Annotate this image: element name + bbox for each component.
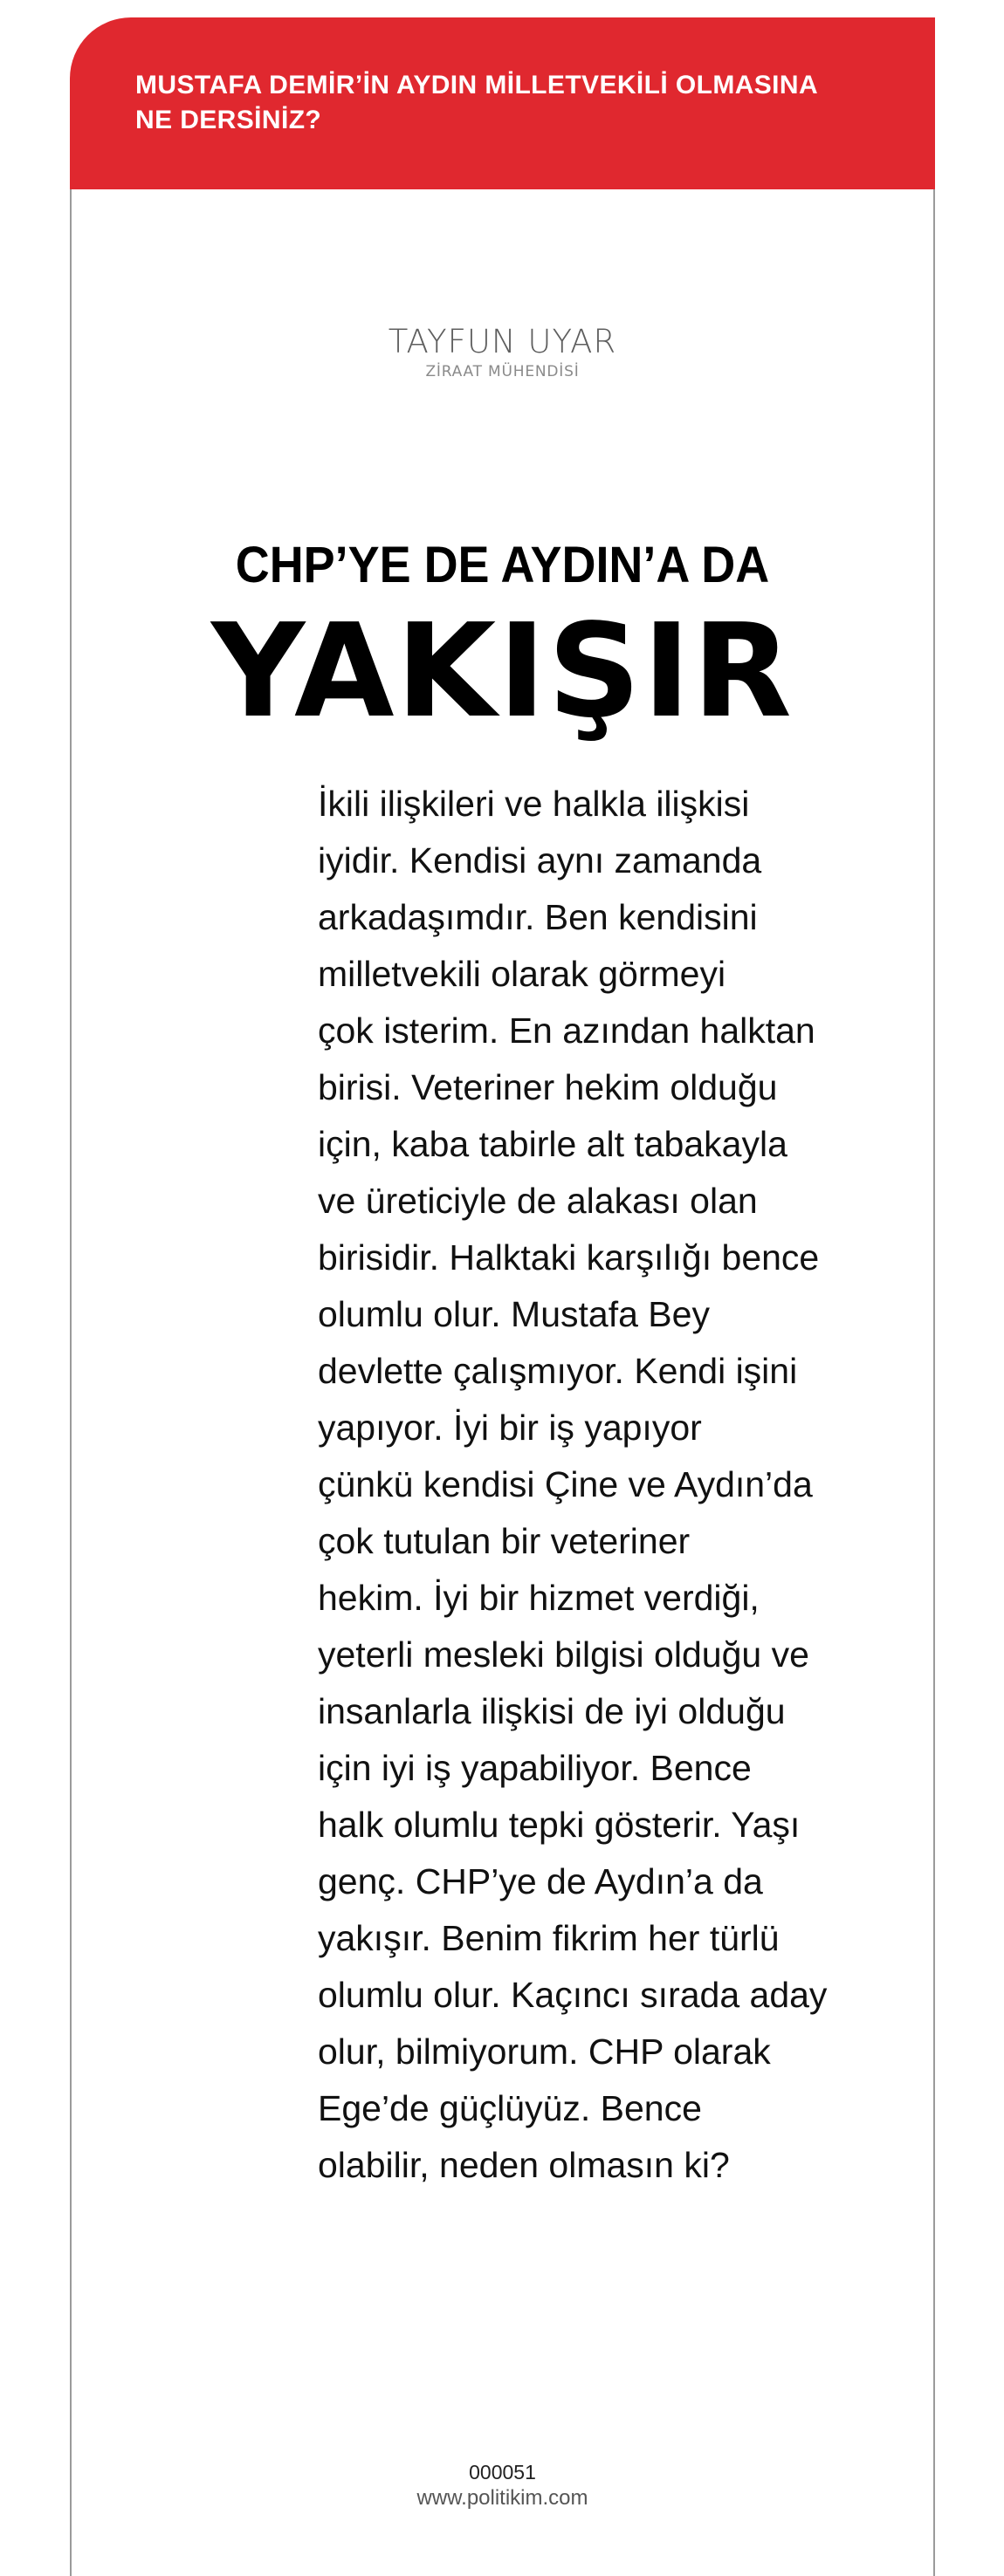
body-line: halk olumlu tepki gösterir. Yaşı	[318, 1805, 801, 1845]
headline	[72, 531, 933, 746]
header-question: MUSTAFA DEMİR’İN AYDIN MİLLETVEKİLİ OLMASINA NE DERSİNİZ?	[135, 71, 819, 134]
article-body	[318, 776, 877, 2194]
body-line: çünkü kendisi Çine ve Aydın’da	[318, 1464, 813, 1504]
body-line: olabilir, neden olmasın ki?	[318, 2145, 730, 2185]
frame-right-border	[933, 189, 935, 2576]
body-line: ve üreticiyle de alakası olan	[318, 1181, 758, 1221]
body-line: yeterli mesleki bilgisi olduğu ve	[318, 1634, 809, 1675]
body-line: Ege’de güçlüyüz. Bence	[318, 2088, 702, 2128]
headline-top: CHP’YE DE AYDIN’A DA	[235, 537, 770, 593]
author-name: TAYFUN UYAR	[388, 323, 617, 360]
body-line: iyidir. Kendisi aynı zamanda	[318, 840, 762, 880]
footer	[72, 2459, 933, 2511]
body-line: olur, bilmiyorum. CHP olarak	[318, 2031, 771, 2072]
headline-main: YAKIŞIR	[211, 596, 794, 746]
body-line: devlette çalışmıyor. Kendi işini	[318, 1351, 798, 1391]
body-line: yapıyor. İyi bir iş yapıyor	[318, 1408, 702, 1448]
body-line: milletvekili olarak görmeyi	[318, 954, 726, 994]
body-line: çok isterim. En azından halktan	[318, 1011, 815, 1051]
site-url: www.politikim.com	[416, 2486, 588, 2510]
body-line: arkadaşımdır. Ben kendisini	[318, 897, 758, 937]
body-line: birisi. Veteriner hekim olduğu	[318, 1067, 778, 1107]
body-line: genç. CHP’ye de Aydın’a da	[318, 1861, 763, 1901]
body-line: için iyi iş yapabiliyor. Bence	[318, 1748, 752, 1788]
body-line: hekim. İyi bir hizmet verdiği,	[318, 1578, 760, 1618]
body-line: için, kaba tabirle alt tabakayla	[318, 1124, 787, 1164]
author-title: ZİRAAT MÜHENDİSİ	[425, 363, 580, 380]
body-line: birisidir. Halktaki karşılığı bence	[318, 1237, 820, 1278]
body-line: insanlarla ilişkisi de iyi olduğu	[318, 1691, 786, 1731]
body-line: yakışır. Benim fikrim her türlü	[318, 1918, 780, 1958]
body-line: çok tutulan bir veteriner	[318, 1521, 691, 1561]
header-banner	[70, 17, 935, 189]
body-line: İkili ilişkileri ve halkla ilişkisi	[318, 784, 750, 824]
body-line: olumlu olur. Kaçıncı sırada aday	[318, 1975, 828, 2015]
page-number: 000051	[469, 2461, 536, 2484]
author-block	[72, 323, 933, 382]
body-line: olumlu olur. Mustafa Bey	[318, 1294, 710, 1334]
